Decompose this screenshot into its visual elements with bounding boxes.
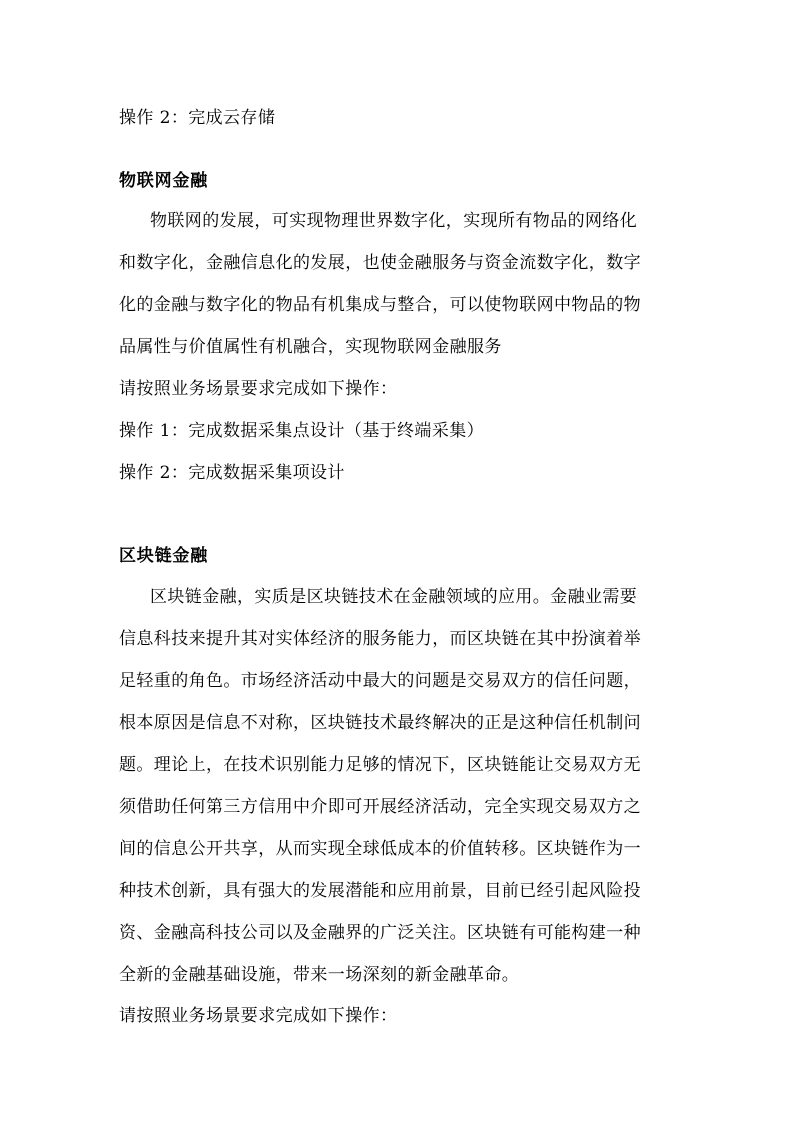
blockchain-paragraph-line: 须借助任何第三方信用中介即可开展经济活动，完全实现交易双方之 <box>119 797 641 817</box>
blockchain-paragraph-line: 足轻重的角色。市场经济活动中最大的问题是交易双方的信任问题， <box>119 671 641 691</box>
iot-paragraph-line: 品属性与价值属性有机融合，实现物联网金融服务 <box>119 337 502 357</box>
operation-2-cloud-storage: 操作 2：完成云存储 <box>119 108 276 128</box>
blockchain-paragraph-line: 资、金融高科技公司以及金融界的广泛关注。区块链有可能构建一种 <box>119 923 641 943</box>
blockchain-paragraph-line: 种技术创新，具有强大的发展潜能和应用前景，目前已经引起风险投 <box>119 881 641 901</box>
iot-instruction: 请按照业务场景要求完成如下操作： <box>119 379 398 399</box>
blockchain-paragraph-line: 区块链金融，实质是区块链技术在金融领域的应用。金融业需要 <box>150 587 638 607</box>
blockchain-paragraph-line: 题。理论上，在技术识别能力足够的情况下，区块链能让交易双方无 <box>119 755 641 775</box>
iot-paragraph-line: 化的金融与数字化的物品有机集成与整合，可以使物联网中物品的物 <box>119 295 641 315</box>
iot-finance-heading: 物联网金融 <box>119 171 208 191</box>
blockchain-instruction: 请按照业务场景要求完成如下操作： <box>119 1006 398 1026</box>
iot-paragraph-line: 物联网的发展，可实现物理世界数字化，实现所有物品的网络化 <box>150 211 638 231</box>
iot-operation-1: 操作 1：完成数据采集点设计（基于终端采集） <box>119 421 485 441</box>
blockchain-paragraph-line: 全新的金融基础设施，带来一场深刻的新金融革命。 <box>119 965 520 985</box>
blockchain-paragraph-line: 信息科技来提升其对实体经济的服务能力，而区块链在其中扮演着举 <box>119 629 641 649</box>
blockchain-finance-heading: 区块链金融 <box>119 546 208 566</box>
iot-operation-2: 操作 2：完成数据采集项设计 <box>119 463 345 483</box>
iot-paragraph-line: 和数字化，金融信息化的发展，也使金融服务与资金流数字化，数字 <box>119 253 641 273</box>
blockchain-paragraph-line: 根本原因是信息不对称，区块链技术最终解决的正是这种信任机制问 <box>119 713 641 733</box>
blockchain-paragraph-line: 间的信息公开共享，从而实现全球低成本的价值转移。区块链作为一 <box>119 839 641 859</box>
